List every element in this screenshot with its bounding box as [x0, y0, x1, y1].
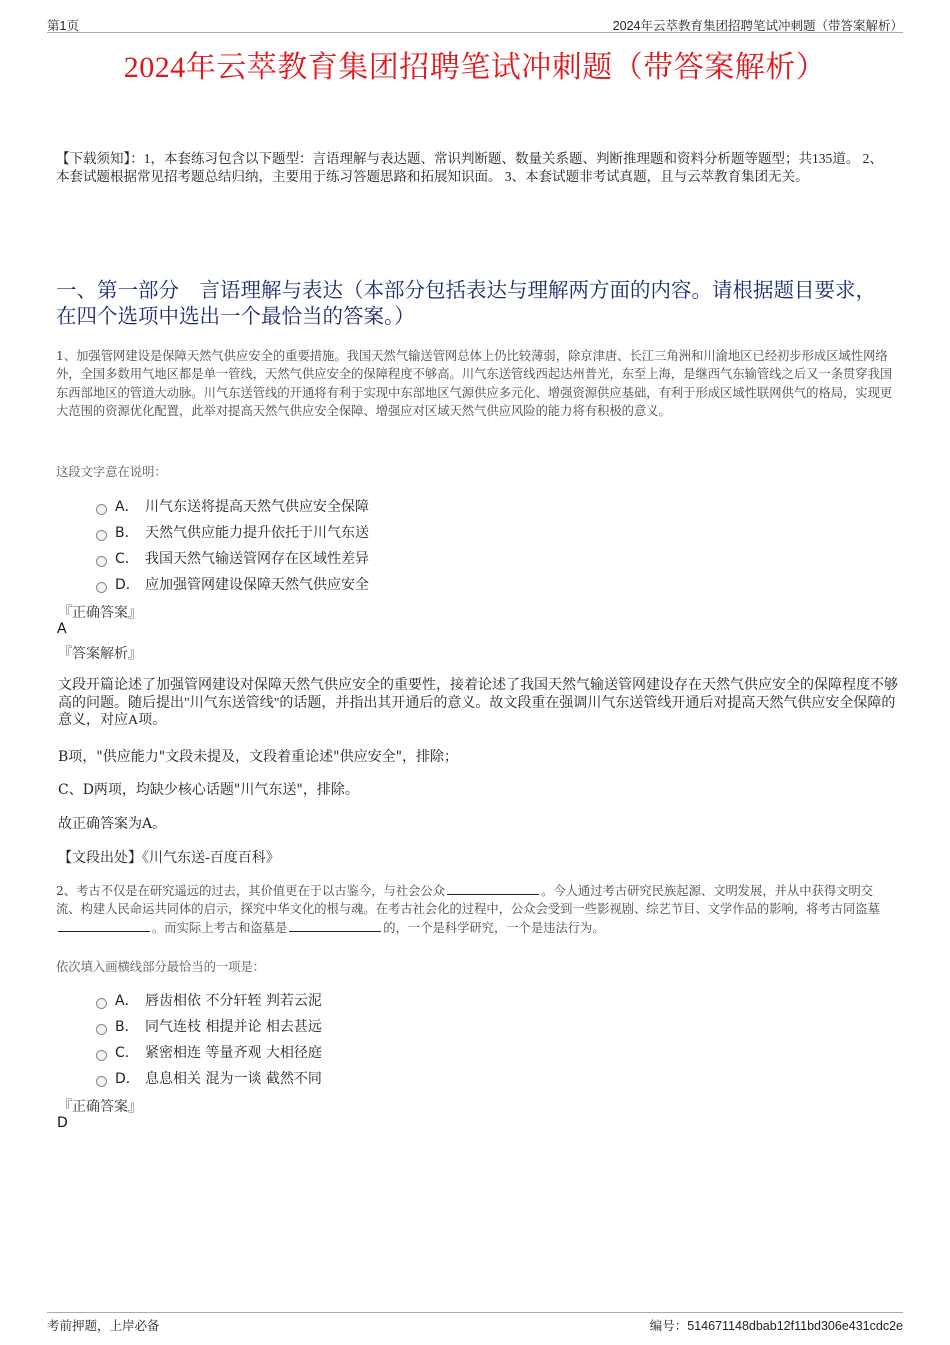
header-doc-title: 2024年云萃教育集团招聘笔试冲刺题（带答案解析） [612, 19, 903, 33]
correct-answer: A [57, 621, 67, 637]
document-code: 编号：514671148dbab12f11bd306e431cdc2e [649, 1319, 903, 1333]
footer-slogan: 考前押题，上岸必备 [47, 1319, 160, 1333]
fill-blank-3 [289, 919, 381, 932]
fill-blank-2 [58, 919, 150, 932]
question-2-prompt: 依次填入画横线部分最恰当的一项是： [56, 960, 266, 974]
correct-answer-label: 『正确答案』 [58, 605, 142, 621]
option-d[interactable]: D． 息息相关 混为一谈 截然不同 [96, 1065, 322, 1091]
radio-button[interactable] [96, 582, 107, 593]
correct-answer-label: 『正确答案』 [58, 1099, 142, 1115]
option-b[interactable]: B． 天然气供应能力提升依托于川气东送 [96, 519, 369, 545]
page-header [47, 14, 903, 33]
question-1-prompt: 这段文字意在说明： [56, 465, 167, 479]
option-a[interactable]: A． 唇齿相依 不分轩轾 判若云泥 [96, 987, 322, 1013]
option-d[interactable]: D． 应加强管网建设保障天然气供应安全 [96, 571, 369, 597]
question-2-stem: 2、考古不仅是在研究遥远的过去，其价值更在于以古鉴今，与社会公众 。今人通过考古研究民族起源、文明发展，并从中获得文明交流、构建人民命运共同体的启示，探究中华文化的根与魂。在考古社会化的过程中，公众会受到一些影视剧、综艺节目、文学作品的影响，将考古同盗墓。而实际上考古和盗墓是 的，一个是科学研究，一个是违法行为。 [56, 884, 880, 935]
analysis-conclusion: 故正确答案为A。 [58, 816, 167, 832]
radio-button[interactable] [96, 1050, 107, 1061]
section-title: 一、第一部分 言语理解与表达（本部分包括表达与理解两方面的内容。请根据题目要求，在四个选项中选出一个最恰当的答案。） [56, 280, 876, 328]
question-2-options [96, 987, 322, 1091]
radio-button[interactable] [96, 998, 107, 1009]
option-b[interactable]: B． 同气连枝 相提并论 相去甚远 [96, 1013, 322, 1039]
analysis-option-cd: C、D两项，均缺少核心话题"川气东送"，排除。 [58, 782, 359, 798]
download-notice: 【下载须知】：1，本套练习包含以下题型：言语理解与表达题、常识判断题、数量关系题、判断推理题和资料分析题等题型；共135道。 2、本套试题根据常见招考题总结归纳，主要用于练习答题思路和拓展知识面。 3、本套试题非考试真题，且与云萃教育集团无关。 [56, 151, 883, 184]
radio-button[interactable] [96, 1076, 107, 1087]
question-1-options [96, 493, 369, 597]
analysis-text: 文段开篇论述了加强管网建设对保障天然气供应安全的重要性，接着论述了我国天然气输送管网建设存在天然气供应安全的保障程度不够高的问题。随后提出"川气东送管线"的话题，并指出其开通后的意义。故文段重在强调川气东送管线开通后对提高天然气供应安全保障的意义，对应A项。 [58, 678, 898, 728]
analysis-label: 『答案解析』 [58, 646, 142, 662]
page-footer [47, 1312, 903, 1333]
radio-button[interactable] [96, 556, 107, 567]
document-title: 2024年云萃教育集团招聘笔试冲刺题（带答案解析） [123, 51, 827, 84]
radio-button[interactable] [96, 504, 107, 515]
radio-button[interactable] [96, 530, 107, 541]
option-a[interactable]: A． 川气东送将提高天然气供应安全保障 [96, 493, 369, 519]
radio-button[interactable] [96, 1024, 107, 1035]
correct-answer: D [57, 1115, 68, 1131]
question-1-stem: 1、加强管网建设是保障天然气供应安全的重要措施。我国天然气输送管网总体上仍比较薄弱，除京津唐、长江三角洲和川渝地区已经初步形成区域性网络外，全国多数用气地区都是单一管线，天然气供应安全的保障程度不够高。川气东送管线西起达州普光，东至上海，是继西气东输管线之后又一条贯穿我国东西部地区的管道大动脉。川气东送管线的开通将有利于实现中东部地区气源供应多元化、增强资源供应基础，有利于形成区域性联网供气的格局，实现更大范围的资源优化配置，此举对提高天然气供应安全保障、增强应对区域天然气供应风险的能力将有积极的意义。 [56, 349, 893, 419]
fill-blank-1 [447, 882, 539, 895]
option-c[interactable]: C． 我国天然气输送管网存在区域性差异 [96, 545, 369, 571]
analysis-option-b: B项，"供应能力"文段未提及，文段着重论述"供应安全"，排除； [58, 749, 459, 765]
passage-source: 【文段出处】《川气东送-百度百科》 [58, 850, 280, 866]
page-number: 第1页 [47, 19, 79, 33]
option-c[interactable]: C． 紧密相连 等量齐观 大相径庭 [96, 1039, 322, 1065]
